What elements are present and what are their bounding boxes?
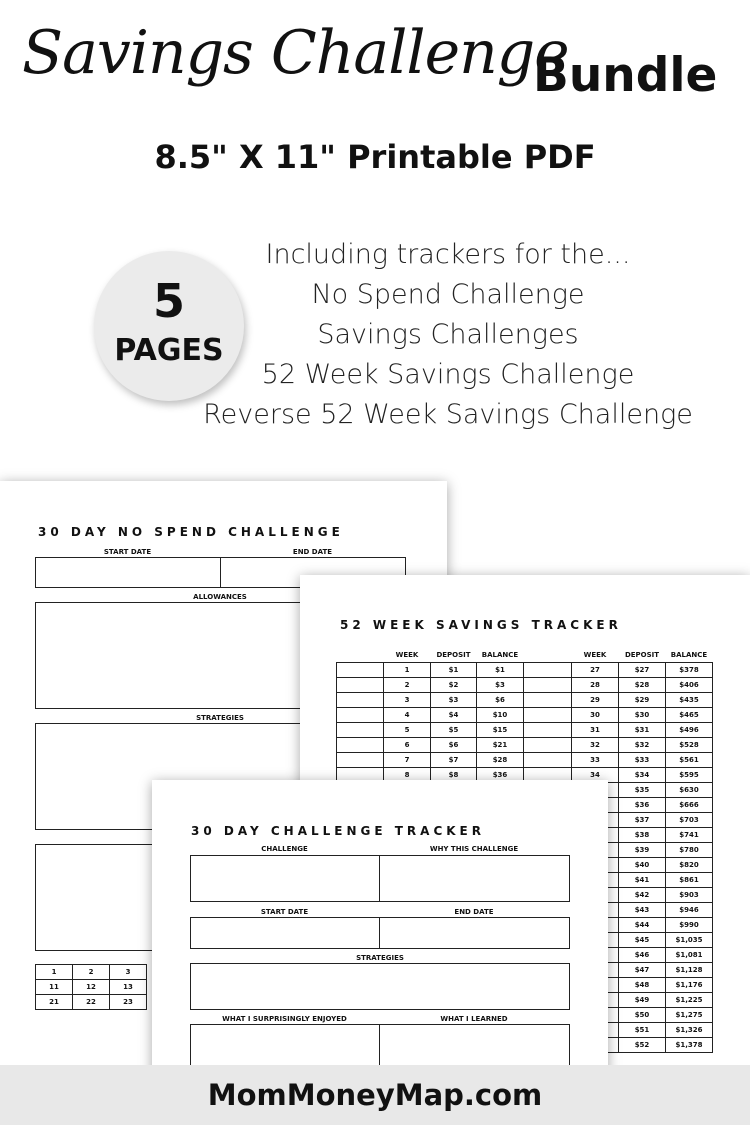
table-cell	[337, 662, 384, 677]
table-row	[337, 707, 713, 722]
footer-site: MomMoneyMap.com	[0, 1065, 750, 1125]
table-cell: 33	[572, 752, 619, 767]
table-cell: $1,326	[666, 1022, 713, 1037]
table-cell	[524, 662, 572, 677]
table-cell: 31	[572, 722, 619, 737]
end-date-label: END DATE	[292, 548, 333, 556]
table-row	[337, 677, 713, 692]
table-cell: $15	[477, 722, 524, 737]
table-cell: $43	[619, 902, 666, 917]
table-cell: $4	[431, 707, 477, 722]
day-cell: 1	[36, 965, 73, 980]
table-cell: $435	[666, 692, 713, 707]
table-cell: 27	[572, 662, 619, 677]
table-cell: $666	[666, 797, 713, 812]
table-cell: $51	[619, 1022, 666, 1037]
table-cell	[337, 752, 384, 767]
table-cell: $40	[619, 857, 666, 872]
table-cell: $1	[431, 662, 477, 677]
table-cell: $33	[619, 752, 666, 767]
table-cell: $27	[619, 662, 666, 677]
badge-word: PAGES	[114, 333, 224, 368]
table-cell: $946	[666, 902, 713, 917]
intro-line: Savings Challenges	[317, 319, 579, 350]
table-cell: $990	[666, 917, 713, 932]
table-cell: $1,176	[666, 977, 713, 992]
table-cell: 7	[384, 752, 431, 767]
table-cell	[524, 677, 572, 692]
day-cell: 2	[73, 965, 110, 980]
table-row	[337, 737, 713, 752]
bold-title: Bundle	[533, 48, 718, 103]
intro-line: Reverse 52 Week Savings Challenge	[203, 399, 693, 430]
start-date-box	[35, 557, 221, 588]
table-cell: $378	[666, 662, 713, 677]
table-cell: $29	[619, 692, 666, 707]
table-cell: $780	[666, 842, 713, 857]
table-cell: $528	[666, 737, 713, 752]
table-cell: 34	[572, 767, 619, 782]
table-cell: 32	[572, 737, 619, 752]
table-cell: $1,081	[666, 947, 713, 962]
table-cell: $903	[666, 887, 713, 902]
table-cell: $10	[477, 707, 524, 722]
enjoyed-label: WHAT I SURPRISINGLY ENJOYED	[222, 1015, 347, 1023]
col-header: WEEK	[583, 650, 607, 659]
table-cell: $1,035	[666, 932, 713, 947]
strategies-label: STRATEGIES	[196, 714, 244, 722]
table-cell: 4	[384, 707, 431, 722]
table-cell: $47	[619, 962, 666, 977]
table-cell	[524, 722, 572, 737]
table-cell: $561	[666, 752, 713, 767]
table-cell: $6	[477, 692, 524, 707]
table-cell: $49	[619, 992, 666, 1007]
day-cell: 12	[73, 980, 110, 995]
table-row	[337, 692, 713, 707]
table-cell	[524, 692, 572, 707]
why-label: WHY THIS CHALLENGE	[429, 845, 519, 853]
table-cell	[337, 737, 384, 752]
start-date-box	[190, 917, 380, 949]
table-cell: $46	[619, 947, 666, 962]
table-row	[337, 662, 713, 677]
table-cell: $28	[619, 677, 666, 692]
col-header: WEEK	[395, 650, 419, 659]
challenge-box	[190, 855, 380, 902]
table-cell: 29	[572, 692, 619, 707]
col-header: BALANCE	[670, 650, 708, 659]
table-cell	[524, 707, 572, 722]
table-cell: $50	[619, 1007, 666, 1022]
table-cell: $48	[619, 977, 666, 992]
table-cell: $3	[477, 677, 524, 692]
end-date-label: END DATE	[454, 908, 494, 916]
table-cell: $595	[666, 767, 713, 782]
challenge-tracker-title: 30 DAY CHALLENGE TRACKER	[191, 824, 485, 838]
table-cell: $820	[666, 857, 713, 872]
table-cell: $39	[619, 842, 666, 857]
strategies-label: STRATEGIES	[356, 954, 404, 962]
challenge-label: CHALLENGE	[261, 845, 308, 853]
table-cell: $41	[619, 872, 666, 887]
table-cell: $37	[619, 812, 666, 827]
intro-line: Including trackers for the...	[265, 239, 631, 270]
table-cell: $34	[619, 767, 666, 782]
table-cell: $703	[666, 812, 713, 827]
intro-line: 52 Week Savings Challenge	[261, 359, 635, 390]
col-header: DEPOSIT	[624, 650, 660, 659]
table-row	[337, 722, 713, 737]
savings-tracker-title: 52 WEEK SAVINGS TRACKER	[340, 618, 622, 632]
day-cell: 11	[36, 980, 73, 995]
table-cell: $1	[477, 662, 524, 677]
table-row	[337, 752, 713, 767]
table-cell: 28	[572, 677, 619, 692]
table-cell: 5	[384, 722, 431, 737]
table-cell: 1	[384, 662, 431, 677]
col-header: DEPOSIT	[436, 650, 471, 659]
day-cell: 13	[110, 980, 147, 995]
day-grid	[35, 964, 147, 1010]
script-title: Savings Challenge	[22, 18, 569, 88]
table-cell: $35	[619, 782, 666, 797]
day-cell: 23	[110, 995, 147, 1010]
table-cell: $496	[666, 722, 713, 737]
table-cell: $32	[619, 737, 666, 752]
col-header: BALANCE	[481, 650, 519, 659]
table-cell: $52	[619, 1037, 666, 1052]
table-cell: $42	[619, 887, 666, 902]
allowances-label: ALLOWANCES	[193, 593, 247, 601]
table-cell: $21	[477, 737, 524, 752]
table-cell: 8	[384, 767, 431, 782]
table-cell: $36	[619, 797, 666, 812]
table-cell	[337, 677, 384, 692]
table-cell: $36	[477, 767, 524, 782]
table-cell: $741	[666, 827, 713, 842]
table-cell	[524, 737, 572, 752]
day-cell: 21	[36, 995, 73, 1010]
challenge-tracker-page-preview	[152, 780, 608, 1080]
table-cell: $45	[619, 932, 666, 947]
badge-number: 5	[152, 274, 185, 328]
learned-label: WHAT I LEARNED	[440, 1015, 508, 1023]
table-cell: $1,378	[666, 1037, 713, 1052]
table-cell: $6	[431, 737, 477, 752]
day-cell: 22	[73, 995, 110, 1010]
strategies-box	[190, 963, 570, 1010]
table-cell	[524, 752, 572, 767]
why-box	[379, 855, 570, 902]
table-cell: 30	[572, 707, 619, 722]
table-cell: $5	[431, 722, 477, 737]
start-date-label: START DATE	[260, 908, 309, 916]
intro-list	[198, 235, 698, 435]
table-cell: $3	[431, 692, 477, 707]
table-cell: $1,225	[666, 992, 713, 1007]
table-cell	[337, 707, 384, 722]
table-cell: $406	[666, 677, 713, 692]
table-cell: $31	[619, 722, 666, 737]
table-cell: $1,275	[666, 1007, 713, 1022]
table-cell: $30	[619, 707, 666, 722]
table-cell: $630	[666, 782, 713, 797]
table-cell: $1,128	[666, 962, 713, 977]
no-spend-title: 30 DAY NO SPEND CHALLENGE	[38, 525, 344, 539]
intro-line: No Spend Challenge	[311, 279, 585, 310]
table-cell: 6	[384, 737, 431, 752]
table-cell: $8	[431, 767, 477, 782]
table-cell: $465	[666, 707, 713, 722]
table-cell: 3	[384, 692, 431, 707]
table-cell	[337, 692, 384, 707]
table-cell: $861	[666, 872, 713, 887]
table-cell: $38	[619, 827, 666, 842]
table-cell: $7	[431, 752, 477, 767]
day-cell: 3	[110, 965, 147, 980]
start-date-label: START DATE	[103, 548, 152, 556]
subtitle: 8.5" X 11" Printable PDF	[154, 138, 596, 176]
end-date-box	[379, 917, 570, 949]
table-cell	[337, 722, 384, 737]
table-cell: 2	[384, 677, 431, 692]
table-cell: $2	[431, 677, 477, 692]
table-cell: $28	[477, 752, 524, 767]
table-cell: $44	[619, 917, 666, 932]
